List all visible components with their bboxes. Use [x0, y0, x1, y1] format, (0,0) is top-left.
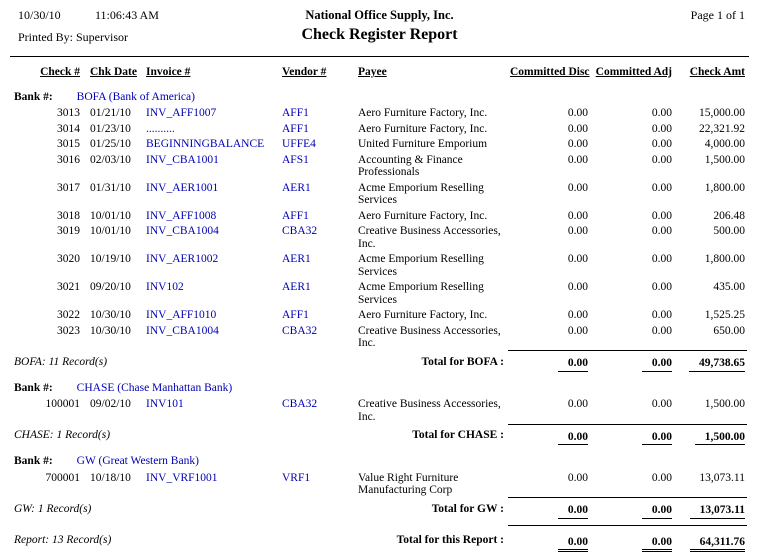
total-amount-value: 64,311.76: [690, 535, 745, 553]
total-adj-value-cell: [590, 424, 674, 451]
col-invoice-label: Invoice #: [146, 66, 191, 78]
payee-cell: Aero Furniture Factory, Inc.: [358, 209, 488, 222]
record-count: BOFA: 11 Record(s): [14, 355, 108, 368]
print-time: 11:06:43 AM: [95, 8, 159, 22]
invoice-number-link[interactable]: ..........: [146, 122, 175, 135]
total-amount-value: 49,738.65: [689, 356, 745, 372]
committed-disc-cell: 0.00: [567, 309, 588, 321]
invoice-number-link[interactable]: INV_AER1001: [146, 181, 219, 194]
committed-adj-cell: 0.00: [651, 281, 672, 293]
committed-disc-cell: 0.00: [567, 107, 588, 119]
bank-header-cell: [12, 87, 747, 106]
total-disc-value: 0.00: [558, 430, 588, 446]
committed-disc-cell: 0.00: [567, 122, 588, 135]
page-indicator: Page 1 of 1: [690, 8, 745, 22]
payee-cell: Creative Business Accessories, Inc.: [358, 398, 501, 423]
total-amount-value: 1,500.00: [695, 430, 745, 446]
check-number-cell: 3015: [57, 138, 80, 150]
vendor-number-link[interactable]: CBA32: [282, 324, 318, 337]
check-amount-cell: 4,000.00: [704, 138, 745, 150]
check-number-cell: 3020: [57, 253, 80, 265]
header-divider: [10, 56, 749, 57]
report-title: Check Register Report: [301, 26, 458, 43]
col-header-check-amt: [674, 65, 747, 87]
invoice-number-link[interactable]: INV_CBA1004: [146, 225, 219, 237]
payee-cell: Aero Furniture Factory, Inc.: [358, 107, 488, 119]
committed-adj-cell: 0.00: [651, 471, 672, 484]
payee-cell: Aero Furniture Factory, Inc.: [358, 122, 488, 135]
vendor-number-link[interactable]: AFF1: [282, 122, 309, 135]
total-disc-value-cell: [508, 351, 590, 378]
check-date-cell: 01/23/10: [90, 122, 131, 135]
total-adj-value: 0.00: [642, 503, 672, 519]
total-label: Total for this Report :: [396, 534, 504, 546]
check-row: [12, 251, 747, 279]
col-header-vendor: [272, 65, 348, 87]
check-row: [12, 105, 747, 121]
committed-disc-cell: 0.00: [567, 398, 588, 410]
bank-total-row: [12, 351, 747, 378]
check-number-cell: 3023: [57, 324, 80, 337]
print-date: 10/30/10: [18, 8, 61, 22]
total-adj-value-cell: [590, 351, 674, 378]
record-count: CHASE: 1 Record(s): [14, 429, 111, 441]
committed-adj-cell: 0.00: [651, 324, 672, 337]
committed-adj-cell: 0.00: [651, 153, 672, 166]
committed-disc-cell: 0.00: [567, 324, 588, 337]
bank-number-label: Bank #:: [14, 381, 53, 394]
payee-cell: United Furniture Emporium: [358, 138, 488, 150]
total-disc-value: 0.00: [558, 535, 588, 553]
check-amount-cell: 206.48: [713, 209, 745, 222]
check-amount-cell: 15,000.00: [699, 107, 745, 119]
col-check-amt-label: Check Amt: [689, 66, 745, 78]
col-committed-disc-label: Committed Disc: [510, 66, 590, 78]
check-amount-cell: 1,500.00: [704, 398, 745, 410]
committed-adj-cell: 0.00: [651, 253, 672, 265]
total-disc-value-cell: [508, 424, 590, 451]
check-row: [12, 279, 747, 307]
vendor-number-link[interactable]: AER1: [282, 253, 311, 265]
vendor-number-link[interactable]: CBA32: [282, 398, 318, 410]
check-number-cell: 3019: [57, 225, 80, 237]
check-date-cell: 10/01/10: [90, 209, 131, 222]
vendor-number-link[interactable]: AFF1: [282, 107, 309, 119]
report-body: [12, 87, 747, 556]
invoice-number-link[interactable]: INV101: [146, 398, 184, 410]
bank-header-row: [12, 87, 747, 106]
check-row: [12, 307, 747, 323]
col-header-committed-adj: [590, 65, 674, 87]
committed-disc-cell: 0.00: [567, 138, 588, 150]
bank-header-cell: [12, 451, 747, 470]
committed-disc-cell: 0.00: [567, 471, 588, 484]
check-amount-cell: 22,321.92: [699, 122, 745, 135]
check-row: [12, 136, 747, 152]
check-amount-cell: 435.00: [713, 281, 745, 293]
check-row: [12, 470, 747, 498]
total-adj-value: 0.00: [642, 430, 672, 446]
bank-name-link[interactable]: BOFA (Bank of America): [76, 90, 195, 103]
payee-cell: Acme Emporium Reselling Services: [358, 253, 484, 278]
committed-disc-cell: 0.00: [567, 181, 588, 194]
vendor-number-link[interactable]: CBA32: [282, 225, 318, 237]
committed-disc-cell: 0.00: [567, 153, 588, 166]
vendor-number-link[interactable]: AFF1: [282, 209, 309, 222]
check-number-cell: 3022: [57, 309, 80, 321]
invoice-number-link[interactable]: INV_AFF1007: [146, 107, 217, 119]
check-date-cell: 02/03/10: [90, 153, 131, 166]
payee-cell: Accounting & Finance Professionals: [358, 153, 463, 178]
invoice-number-link[interactable]: INV_CBA1004: [146, 324, 219, 337]
invoice-number-link[interactable]: INV_VRF1001: [146, 471, 218, 484]
check-row: [12, 180, 747, 208]
payee-cell: Creative Business Accessories, Inc.: [358, 225, 501, 250]
total-amount-value-cell: [674, 351, 747, 378]
record-count: Report: 13 Record(s): [14, 534, 112, 546]
col-committed-adj-label: Committed Adj: [595, 66, 672, 78]
committed-adj-cell: 0.00: [651, 122, 672, 135]
check-date-cell: 01/31/10: [90, 181, 131, 194]
total-disc-value: 0.00: [558, 503, 588, 519]
bank-number-label: Bank #:: [14, 90, 53, 103]
invoice-number-link[interactable]: INV_AFF1010: [146, 309, 217, 321]
printed-by: Printed By: Supervisor: [18, 30, 128, 44]
payee-cell: Aero Furniture Factory, Inc.: [358, 309, 488, 321]
check-date-cell: 10/30/10: [90, 324, 131, 337]
bank-total-row: [12, 498, 747, 526]
committed-adj-cell: 0.00: [651, 225, 672, 237]
col-header-committed-disc: [508, 65, 590, 87]
col-header-payee: [348, 65, 508, 87]
committed-disc-cell: 0.00: [567, 253, 588, 265]
check-amount-cell: 1,525.25: [704, 309, 745, 321]
record-count: GW: 1 Record(s): [14, 502, 92, 515]
committed-disc-cell: 0.00: [567, 209, 588, 222]
check-number-cell: 100001: [45, 398, 80, 410]
bank-total-row: [12, 424, 747, 451]
vendor-number-link[interactable]: UFFE4: [282, 138, 316, 150]
check-date-cell: 01/25/10: [90, 138, 131, 150]
vendor-number-link[interactable]: VRF1: [282, 471, 311, 484]
invoice-number-link[interactable]: INV102: [146, 281, 184, 293]
bank-name-link[interactable]: CHASE (Chase Manhattan Bank): [76, 381, 233, 394]
vendor-number-link[interactable]: AER1: [282, 181, 311, 194]
company-name: National Office Supply, Inc.: [305, 8, 454, 22]
col-vendor-label: Vendor #: [282, 66, 327, 78]
check-number-cell: 700001: [45, 471, 80, 484]
committed-adj-cell: 0.00: [651, 398, 672, 410]
check-amount-cell: 13,073.11: [699, 471, 745, 484]
check-amount-cell: 1,800.00: [704, 181, 745, 194]
check-amount-cell: 1,500.00: [704, 153, 745, 166]
bank-number-label: Bank #:: [14, 455, 53, 467]
total-amount-value: 13,073.11: [690, 503, 745, 519]
bank-header-row: [12, 451, 747, 470]
total-amount-value-cell: [674, 498, 747, 526]
total-adj-value-cell: [590, 525, 674, 556]
total-disc-value: 0.00: [558, 356, 588, 372]
check-amount-cell: 650.00: [713, 324, 745, 337]
check-date-cell: 10/19/10: [90, 253, 131, 265]
vendor-number-link[interactable]: AER1: [282, 281, 311, 293]
committed-adj-cell: 0.00: [651, 209, 672, 222]
check-date-cell: 01/21/10: [90, 107, 131, 119]
check-date-cell: 09/20/10: [90, 281, 131, 293]
payee-cell: Acme Emporium Reselling Services: [358, 281, 484, 306]
total-adj-value: 0.00: [642, 535, 672, 553]
col-chk-date-label: Chk Date: [90, 66, 137, 78]
check-amount-cell: 1,800.00: [704, 253, 745, 265]
committed-adj-cell: 0.00: [651, 309, 672, 321]
committed-adj-cell: 0.00: [651, 138, 672, 150]
check-row: [12, 223, 747, 251]
total-adj-value-cell: [590, 498, 674, 526]
check-row: [12, 152, 747, 180]
committed-adj-cell: 0.00: [651, 107, 672, 119]
bank-header-row: [12, 378, 747, 397]
check-amount-cell: 500.00: [713, 225, 745, 237]
check-date-cell: 10/01/10: [90, 225, 131, 237]
col-payee-label: Payee: [358, 66, 387, 78]
total-amount-value-cell: [674, 424, 747, 451]
payee-cell: Creative Business Accessories, Inc.: [358, 324, 501, 349]
total-label: Total for GW :: [431, 502, 504, 515]
vendor-number-link[interactable]: AFF1: [282, 309, 309, 321]
check-date-cell: 09/02/10: [90, 398, 131, 410]
col-header-check: [12, 65, 82, 87]
committed-disc-cell: 0.00: [567, 281, 588, 293]
col-check-label: Check #: [40, 66, 80, 78]
check-number-cell: 3021: [57, 281, 80, 293]
report-total-row: [12, 525, 747, 556]
bank-header-cell: [12, 378, 747, 397]
check-number-cell: 3014: [57, 122, 80, 135]
payee-cell: Acme Emporium Reselling Services: [358, 181, 484, 206]
invoice-number-link[interactable]: INV_AER1002: [146, 253, 219, 265]
invoice-number-link[interactable]: BEGINNINGBALANCE: [146, 138, 265, 150]
check-number-cell: 3018: [57, 209, 80, 222]
check-number-cell: 3013: [57, 107, 80, 119]
report-header: [0, 0, 759, 56]
committed-adj-cell: 0.00: [651, 181, 672, 194]
check-date-cell: 10/30/10: [90, 309, 131, 321]
total-disc-value-cell: [508, 498, 590, 526]
committed-disc-cell: 0.00: [567, 225, 588, 237]
col-header-chk-date: [82, 65, 138, 87]
col-header-invoice: [138, 65, 272, 87]
vendor-number-link[interactable]: AFS1: [282, 153, 309, 166]
check-number-cell: 3016: [57, 153, 80, 166]
invoice-number-link[interactable]: INV_AFF1008: [146, 209, 217, 222]
total-adj-value: 0.00: [642, 356, 672, 372]
bank-name-link[interactable]: GW (Great Western Bank): [76, 455, 199, 467]
check-row: [12, 208, 747, 224]
total-label: Total for CHASE :: [412, 429, 504, 441]
check-register-table: [12, 65, 747, 556]
column-header-row: [12, 65, 747, 87]
check-date-cell: 10/18/10: [90, 471, 131, 484]
check-number-cell: 3017: [57, 181, 80, 194]
total-amount-value-cell: [674, 525, 747, 556]
check-row: [12, 396, 747, 424]
check-row: [12, 121, 747, 137]
total-label: Total for BOFA :: [421, 355, 504, 368]
check-row: [12, 323, 747, 351]
payee-cell: Value Right Furniture Manufacturing Corp: [358, 471, 459, 496]
total-disc-value-cell: [508, 525, 590, 556]
invoice-number-link[interactable]: INV_CBA1001: [146, 153, 219, 166]
